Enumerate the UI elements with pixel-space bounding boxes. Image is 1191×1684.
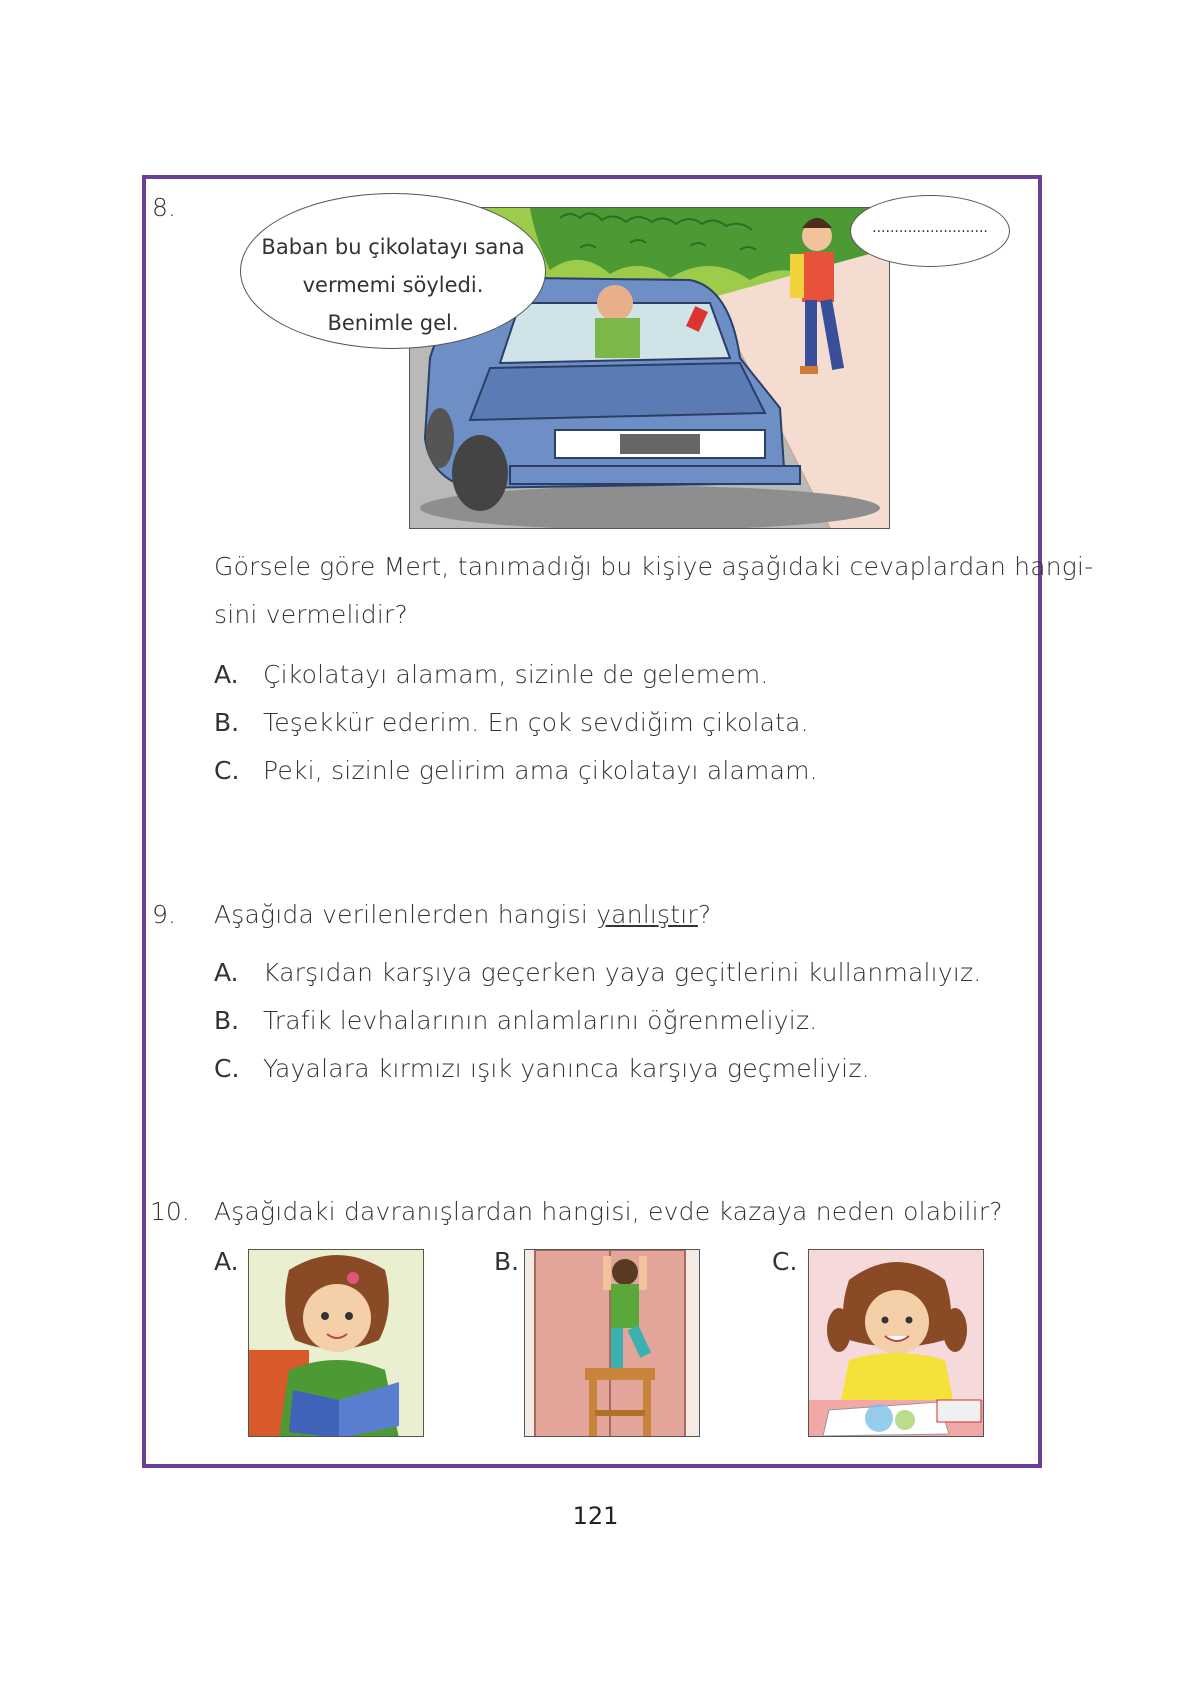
- bubble-line-1: Baban bu çikolatayı sana: [261, 235, 525, 259]
- q8-number: 8.: [152, 193, 176, 222]
- q9-option-a-letter: A.: [214, 958, 239, 987]
- q9-option-b-letter: B.: [214, 1006, 240, 1035]
- q9-stem-before: Aşağıda verilenlerden hangisi: [214, 900, 597, 929]
- child-climbing-icon: [525, 1250, 700, 1437]
- q8-stem-line1: Görsele göre Mert, tanımadığı bu kişiye aşağıdaki cevaplardan hangi-: [214, 552, 1094, 581]
- q9-option-c: Yayalara kırmızı ışık yanınca karşıya geçmeliyiz.: [263, 1054, 870, 1083]
- q10-option-c-image: [808, 1249, 984, 1437]
- q9-option-a: Karşıdan karşıya geçerken yaya geçitlerini kullanmalıyız.: [263, 958, 982, 987]
- girl-drawing-icon: [809, 1250, 984, 1437]
- q8-option-c-letter: C.: [214, 756, 240, 785]
- q8-option-b: Teşekkür ederim. En çok sevdiğim çikolata.: [263, 708, 809, 737]
- q9-stem: [214, 900, 711, 929]
- page-number: 121: [572, 1502, 619, 1530]
- q8-stem-line2: sini vermelidir?: [214, 600, 408, 629]
- q9-number: 9.: [152, 900, 176, 929]
- bubble-line-3: Benimle gel.: [327, 311, 459, 335]
- girl-reading-icon: [249, 1250, 424, 1437]
- q9-option-c-letter: C.: [214, 1054, 240, 1083]
- q10-option-a-letter: A.: [214, 1247, 239, 1276]
- bubble-line-2: vermemi söyledi.: [302, 273, 484, 297]
- q10-number: 10.: [150, 1197, 190, 1226]
- q8-option-b-letter: B.: [214, 708, 240, 737]
- answer-blank: ..........................: [872, 220, 988, 236]
- q9-stem-underlined: yanlıştır: [596, 900, 698, 929]
- q10-option-b-image: [524, 1249, 700, 1437]
- q10-option-a-image: [248, 1249, 424, 1437]
- q10-stem: Aşağıdaki davranışlardan hangisi, evde kazaya neden olabilir?: [214, 1197, 1003, 1226]
- q8-option-a-letter: A.: [214, 660, 239, 689]
- q9-option-b: Trafik levhalarının anlamlarını öğrenmeliyiz.: [263, 1006, 818, 1035]
- q10-option-b-letter: B.: [494, 1247, 520, 1276]
- q8-option-a: Çikolatayı alamam, sizinle de gelemem.: [263, 660, 769, 689]
- q9-stem-after: ?: [697, 900, 712, 929]
- q10-option-c-letter: C.: [772, 1247, 798, 1276]
- q8-option-c: Peki, sizinle gelirim ama çikolatayı alamam.: [263, 756, 818, 785]
